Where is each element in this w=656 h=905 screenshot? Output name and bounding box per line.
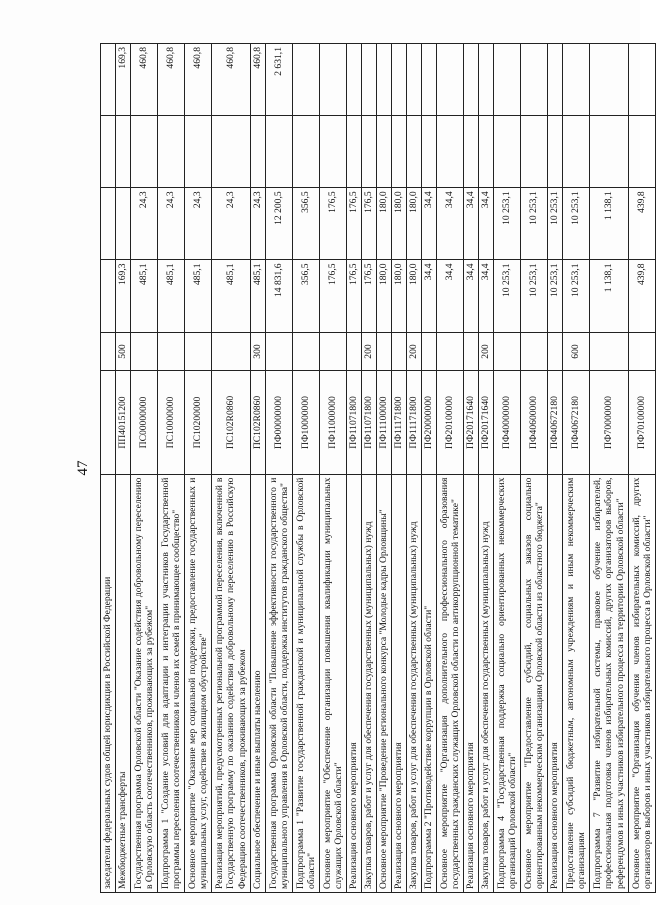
row-name: Закупка товаров, работ и услуг для обеспечения государственных (муниципальных) нужд <box>407 474 422 892</box>
row-code: ПФ20171640 <box>464 371 479 474</box>
row-value-2: 176,5 <box>362 188 377 260</box>
row-code: ПС102R0860 <box>251 371 266 474</box>
row-value-3 <box>629 116 656 188</box>
row-value-3 <box>158 116 185 188</box>
row-value-2: 24,3 <box>158 188 185 260</box>
row-total: 356,5 <box>293 260 320 332</box>
row-value-4 <box>479 44 494 116</box>
row-value-3 <box>548 116 563 188</box>
table-row <box>116 44 131 893</box>
row-expense-type <box>101 332 116 371</box>
row-value-3 <box>212 116 251 188</box>
row-code: ПФ00000000 <box>266 371 293 474</box>
table-row <box>521 44 548 893</box>
table-row <box>563 44 590 893</box>
row-total: 485,1 <box>251 260 266 332</box>
table-row <box>392 44 407 893</box>
row-code: ПС10200000 <box>185 371 212 474</box>
row-value-2 <box>116 188 131 260</box>
budget-table <box>100 43 656 893</box>
row-total: 34,4 <box>422 260 437 332</box>
table-row <box>377 44 392 893</box>
row-code: ПФ70100000 <box>629 371 656 474</box>
row-value-4 <box>494 44 521 116</box>
row-value-4: 460,8 <box>185 44 212 116</box>
table-row <box>362 44 377 893</box>
row-expense-type <box>320 332 347 371</box>
row-expense-type <box>212 332 251 371</box>
row-total: 485,1 <box>212 260 251 332</box>
row-value-2: 34,4 <box>479 188 494 260</box>
row-value-2: 180,0 <box>392 188 407 260</box>
row-value-4 <box>101 44 116 116</box>
row-value-2: 356,5 <box>293 188 320 260</box>
row-code: ПФ11171800 <box>392 371 407 474</box>
row-total: 10 253,1 <box>548 260 563 332</box>
row-name: Реализация основного мероприятия <box>548 474 563 892</box>
row-value-2: 10 253,1 <box>563 188 590 260</box>
row-expense-type <box>494 332 521 371</box>
row-total: 485,1 <box>158 260 185 332</box>
row-total: 176,5 <box>362 260 377 332</box>
row-value-2: 24,3 <box>185 188 212 260</box>
row-value-4: 169,3 <box>116 44 131 116</box>
row-expense-type: 300 <box>251 332 266 371</box>
row-value-2: 12 200,5 <box>266 188 293 260</box>
budget-table-body <box>101 44 656 893</box>
table-row <box>266 44 293 893</box>
row-name: Основное мероприятие "Оказание мер социальной поддержки, предоставление государственных и муниципальных услуг, содействие в жилищном обустройстве" <box>185 474 212 892</box>
page-number: 47 <box>75 460 91 476</box>
row-expense-type <box>422 332 437 371</box>
row-code: ПФ40000000 <box>494 371 521 474</box>
row-name: Основное мероприятие "Проведение регионального конкурса "Молодые кадры Орловщины" <box>377 474 392 892</box>
row-total: 485,1 <box>131 260 158 332</box>
row-value-3 <box>422 116 437 188</box>
table-row <box>320 44 347 893</box>
row-expense-type <box>464 332 479 371</box>
row-name: Подпрограмма 7 "Развитие избирательной системы, правовое обучение избирателей, профессиональная подготовка членов избирательных комиссий, других организаторов выборов, референдумов и иных участников избирательного процесса на территории Орловской области" <box>590 474 629 892</box>
row-name: Закупка товаров, работ и услуг для обеспечения государственных (муниципальных) нужд <box>362 474 377 892</box>
row-code: ПФ10000000 <box>293 371 320 474</box>
table-row <box>293 44 320 893</box>
row-total: 176,5 <box>347 260 362 332</box>
row-value-4 <box>590 44 629 116</box>
row-value-3 <box>563 116 590 188</box>
row-value-3 <box>320 116 347 188</box>
table-row <box>212 44 251 893</box>
row-expense-type <box>590 332 629 371</box>
row-code: ПФ20171640 <box>479 371 494 474</box>
row-expense-type <box>347 332 362 371</box>
row-value-3 <box>347 116 362 188</box>
row-value-2: 24,3 <box>131 188 158 260</box>
row-name: Основное мероприятие "Организация дополнительного профессионального образования государственных гражданских служащих Орловской области по антикоррупционной тематике" <box>437 474 464 892</box>
row-value-3 <box>590 116 629 188</box>
row-value-2: 10 253,1 <box>494 188 521 260</box>
row-total: 14 831,6 <box>266 260 293 332</box>
row-name: Межбюджетные трансферты <box>116 474 131 892</box>
row-value-4 <box>548 44 563 116</box>
row-name: Закупка товаров, работ и услуг для обеспечения государственных (муниципальных) нужд <box>479 474 494 892</box>
row-total: 1 138,1 <box>590 260 629 332</box>
row-total: 180,0 <box>392 260 407 332</box>
row-value-4 <box>629 44 656 116</box>
row-expense-type <box>392 332 407 371</box>
row-value-3 <box>293 116 320 188</box>
table-row <box>185 44 212 893</box>
row-value-2: 180,0 <box>407 188 422 260</box>
row-code: ПС102R0860 <box>212 371 251 474</box>
row-total: 180,0 <box>377 260 392 332</box>
table-row <box>464 44 479 893</box>
row-value-2 <box>101 188 116 260</box>
row-value-3 <box>266 116 293 188</box>
row-expense-type: 200 <box>407 332 422 371</box>
row-value-4 <box>437 44 464 116</box>
row-expense-type: 500 <box>116 332 131 371</box>
table-row <box>479 44 494 893</box>
row-value-4: 2 631,1 <box>266 44 293 116</box>
row-expense-type <box>377 332 392 371</box>
row-name: Подпрограмма 1 "Развитие государственной гражданской и муниципальной службы в Орловской области" <box>293 474 320 892</box>
row-value-2: 10 253,1 <box>521 188 548 260</box>
row-expense-type <box>548 332 563 371</box>
row-name: Подпрограмма 1 "Создание условий для адаптации и интеграции участников Государственной программы переселения соотечественников и членов их семей в принимающее сообщество" <box>158 474 185 892</box>
row-value-4: 460,8 <box>131 44 158 116</box>
table-row <box>548 44 563 893</box>
row-expense-type <box>158 332 185 371</box>
row-value-4 <box>422 44 437 116</box>
row-name: заседатели федеральных судов общей юрисдикции в Российской Федерации <box>101 474 116 892</box>
row-value-4 <box>362 44 377 116</box>
table-row <box>131 44 158 893</box>
row-value-2: 34,4 <box>437 188 464 260</box>
row-value-2: 176,5 <box>320 188 347 260</box>
row-value-4 <box>377 44 392 116</box>
row-total: 176,5 <box>320 260 347 332</box>
table-row <box>101 44 116 893</box>
row-expense-type <box>629 332 656 371</box>
row-value-3 <box>494 116 521 188</box>
row-value-4: 460,8 <box>212 44 251 116</box>
row-value-3 <box>479 116 494 188</box>
table-row <box>629 44 656 893</box>
row-code: ПС00000000 <box>131 371 158 474</box>
row-expense-type <box>131 332 158 371</box>
row-expense-type: 200 <box>362 332 377 371</box>
row-name: Социальное обеспечение и иные выплаты населению <box>251 474 266 892</box>
table-row <box>347 44 362 893</box>
row-value-3 <box>131 116 158 188</box>
row-name: Реализация мероприятий, предусмотренных региональной программой переселения, включенной в Государственную программу по оказанию содействия добровольному переселению в Российскую Федерацию соотечественников, проживающих за рубежом <box>212 474 251 892</box>
table-row <box>590 44 629 893</box>
row-total: 169,3 <box>116 260 131 332</box>
row-code: ПФ11000000 <box>320 371 347 474</box>
row-name: Реализация основного мероприятия <box>347 474 362 892</box>
row-code: ПФ70000000 <box>590 371 629 474</box>
row-name: Основное мероприятие "Обеспечение организации повышения квалификации муниципальных служащих Орловской области" <box>320 474 347 892</box>
row-name: Основное мероприятие "Предоставление субсидий, социальных заказов социально ориентированным некоммерческим организациям Орловской области из областного бюджета" <box>521 474 548 892</box>
row-code: ПФ11171800 <box>407 371 422 474</box>
row-value-2: 180,0 <box>377 188 392 260</box>
row-total: 34,4 <box>479 260 494 332</box>
row-code: ПФ20000000 <box>422 371 437 474</box>
row-value-4: 460,8 <box>158 44 185 116</box>
row-value-4: 460,8 <box>251 44 266 116</box>
row-code <box>101 371 116 474</box>
table-row <box>407 44 422 893</box>
table-row <box>494 44 521 893</box>
row-value-3 <box>437 116 464 188</box>
row-value-2: 176,5 <box>347 188 362 260</box>
row-expense-type <box>293 332 320 371</box>
row-value-4 <box>407 44 422 116</box>
table-row <box>251 44 266 893</box>
row-value-4 <box>392 44 407 116</box>
row-total: 34,4 <box>437 260 464 332</box>
table-row <box>422 44 437 893</box>
row-value-3 <box>521 116 548 188</box>
row-value-4 <box>320 44 347 116</box>
row-total: 180,0 <box>407 260 422 332</box>
row-total <box>101 260 116 332</box>
row-code: ПФ11100000 <box>377 371 392 474</box>
row-expense-type <box>266 332 293 371</box>
row-name: Реализация основного мероприятия <box>464 474 479 892</box>
row-value-3 <box>464 116 479 188</box>
row-total: 34,4 <box>464 260 479 332</box>
row-value-2: 439,8 <box>629 188 656 260</box>
row-name: Предоставление субсидий бюджетным, автономным учреждениям и иным некоммерческим организациям <box>563 474 590 892</box>
row-code: ПФ11071800 <box>347 371 362 474</box>
row-expense-type <box>437 332 464 371</box>
row-total: 10 253,1 <box>563 260 590 332</box>
row-name: Государственная программа Орловской области "Повышение эффективности государственного и муниципального управления в Орловской области, поддержка институтов гражданского общества" <box>266 474 293 892</box>
row-value-3 <box>116 116 131 188</box>
table-row <box>158 44 185 893</box>
row-name: Подпрограмма 2 "Противодействие коррупции в Орловской области" <box>422 474 437 892</box>
row-value-4 <box>521 44 548 116</box>
row-code: ПФ40672180 <box>548 371 563 474</box>
row-value-2: 24,3 <box>251 188 266 260</box>
row-expense-type <box>185 332 212 371</box>
row-expense-type: 600 <box>563 332 590 371</box>
row-name: Основное мероприятие "Организация обучения членов избирательных комиссий, других организаторов выборов и иных участников избирательного процесса в Орловской области" <box>629 474 656 892</box>
row-total: 10 253,1 <box>494 260 521 332</box>
row-value-4 <box>464 44 479 116</box>
row-value-2: 10 253,1 <box>548 188 563 260</box>
row-value-2: 34,4 <box>464 188 479 260</box>
row-value-3 <box>362 116 377 188</box>
row-code: ПП40151200 <box>116 371 131 474</box>
row-value-3 <box>392 116 407 188</box>
row-value-2: 24,3 <box>212 188 251 260</box>
row-name: Подпрограмма 4 "Государственная поддержка социально ориентированных некоммерческих организаций Орловской области" <box>494 474 521 892</box>
row-expense-type: 200 <box>479 332 494 371</box>
row-value-4 <box>347 44 362 116</box>
row-value-3 <box>377 116 392 188</box>
row-value-3 <box>251 116 266 188</box>
row-code: ПФ40672180 <box>563 371 590 474</box>
row-value-4 <box>293 44 320 116</box>
row-value-3 <box>407 116 422 188</box>
row-value-3 <box>185 116 212 188</box>
row-code: ПФ40600000 <box>521 371 548 474</box>
row-code: ПФ11071800 <box>362 371 377 474</box>
row-total: 10 253,1 <box>521 260 548 332</box>
rotated-content <box>40 43 653 893</box>
row-name: Государственная программа Орловской области "Оказание содействия добровольному переселению в Орловскую область соотечественников, проживающих за рубежом" <box>131 474 158 892</box>
row-total: 485,1 <box>185 260 212 332</box>
row-value-2: 34,4 <box>422 188 437 260</box>
row-total: 439,8 <box>629 260 656 332</box>
row-value-3 <box>101 116 116 188</box>
row-name: Реализация основного мероприятия <box>392 474 407 892</box>
row-expense-type <box>521 332 548 371</box>
row-code: ПС10000000 <box>158 371 185 474</box>
row-code: ПФ20100000 <box>437 371 464 474</box>
row-value-2: 1 138,1 <box>590 188 629 260</box>
table-row <box>437 44 464 893</box>
row-value-4 <box>563 44 590 116</box>
